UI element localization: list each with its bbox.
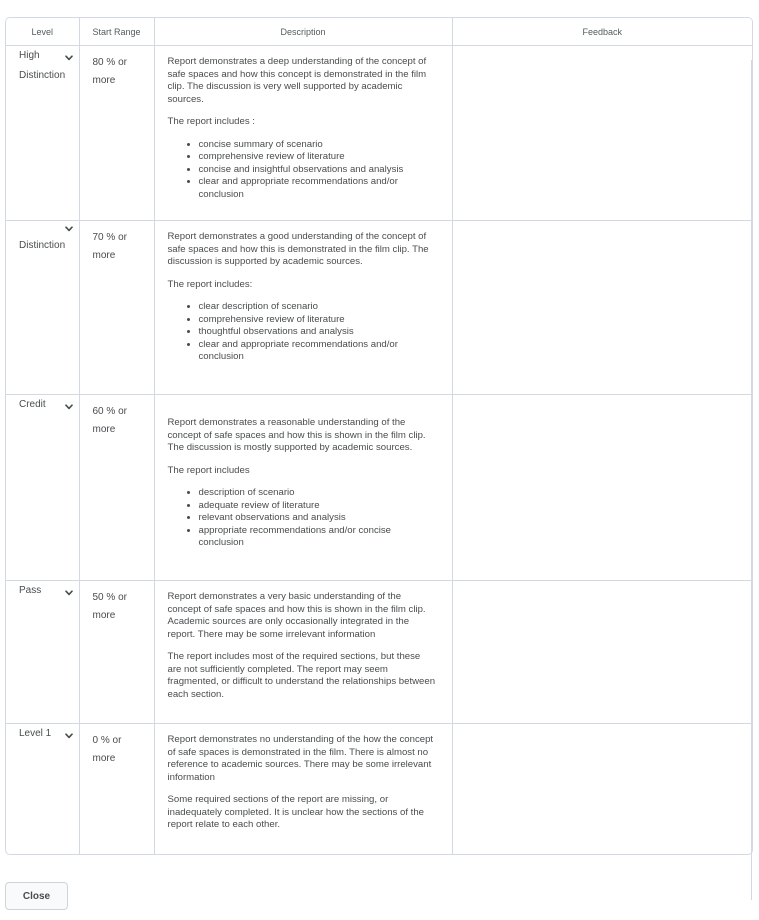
start-range-cell: [79, 395, 154, 581]
start-range-suffix: more: [92, 424, 116, 435]
feedback-cell: [452, 46, 752, 221]
chevron-down-icon[interactable]: [65, 590, 73, 596]
level-cell[interactable]: [6, 46, 79, 221]
rubric-row: [6, 221, 752, 395]
start-range-value: 80 % or: [92, 57, 127, 68]
rubric-table-container: [5, 17, 753, 855]
description-cell: [154, 724, 452, 854]
description-paragraph: Some required sections of the report are missing, or inadequately completed. It is unclear how the sections of the report relate to each other.: [167, 794, 425, 830]
description-cell: [154, 221, 452, 395]
criteria-item: • clear and appropriate recommendations and/or conclusion: [199, 176, 436, 201]
start-range-cell: [79, 724, 154, 854]
criteria-item: • clear and appropriate recommendations and/or conclusion: [199, 339, 436, 364]
start-range-cell: [79, 46, 154, 221]
feedback-cell: [452, 581, 752, 724]
description-paragraph: The report includes: [167, 464, 250, 476]
level-name: High Distinction: [19, 50, 66, 81]
start-range-value: 0 % or: [92, 735, 122, 746]
criteria-item: • concise and insightful observations and analysis: [199, 164, 436, 177]
start-range-suffix: more: [92, 75, 116, 86]
criteria-list: [168, 487, 436, 550]
criteria-list: [168, 301, 436, 364]
rubric-row: [6, 46, 752, 221]
start-range-value: 70 % or: [92, 232, 127, 243]
description-paragraph: Report demonstrates a deep understanding of the concept of safe spaces and how this concept is demonstrated in the film clip. The discussion is very well supported by academic sources.: [167, 56, 427, 105]
rubric-row: [6, 395, 752, 581]
header-row: [6, 18, 752, 46]
header-description: Description: [154, 18, 452, 46]
chevron-down-icon[interactable]: [65, 226, 73, 232]
level-name: Distinction: [19, 240, 66, 251]
rubric-table: [6, 18, 752, 854]
start-range-cell: [79, 581, 154, 724]
description-paragraph: Report demonstrates a good understanding of the concept of safe spaces and how this is demonstrated in the film clip. The discussion is supported by academic sources.: [167, 231, 429, 267]
criteria-item: • description of scenario: [199, 487, 436, 500]
rubric-row: [6, 724, 752, 854]
description-paragraph: Report demonstrates no understanding of the how the concept of safe spaces is demonstrated in the film. There is almost no reference to academic sources. There may be some irrelevant information: [167, 734, 434, 783]
description-cell: [154, 46, 452, 221]
start-range-cell: [79, 221, 154, 395]
feedback-cell: [452, 724, 752, 854]
start-range-value: 60 % or: [92, 406, 127, 417]
description-cell: [154, 395, 452, 581]
description-paragraph: The report includes:: [167, 278, 253, 290]
description-paragraph: The report includes most of the required sections, but these are not sufficiently completed. The report may seem fragmented, or difficult to understand the relationships between each section.: [167, 651, 436, 700]
level-cell[interactable]: [6, 221, 79, 395]
description-paragraph: The report includes :: [167, 116, 255, 127]
criteria-item: • adequate review of literature: [199, 500, 436, 513]
start-range-suffix: more: [92, 753, 116, 764]
criteria-item: • comprehensive review of literature: [199, 151, 436, 164]
level-cell[interactable]: [6, 581, 79, 724]
close-button[interactable]: Close: [5, 882, 68, 910]
description-paragraph: Report demonstrates a reasonable understanding of the concept of safe spaces and how this is shown in the film clip. The discussion is mostly supported by academic sources.: [167, 417, 426, 453]
chevron-down-icon[interactable]: [65, 733, 73, 739]
header-start-range: Start Range: [79, 18, 154, 46]
feedback-cell: [452, 221, 752, 395]
level-cell[interactable]: [6, 395, 79, 581]
header-feedback: Feedback: [452, 18, 752, 46]
rubric-row: [6, 581, 752, 724]
criteria-item: • relevant observations and analysis: [199, 512, 436, 525]
level-name: Level 1: [19, 728, 52, 739]
chevron-down-icon[interactable]: [65, 55, 73, 61]
header-level: Level: [6, 18, 79, 46]
start-range-suffix: more: [92, 610, 116, 621]
criteria-item: • appropriate recommendations and/or concise conclusion: [199, 525, 436, 550]
start-range-value: 50 % or: [92, 592, 127, 603]
criteria-item: • comprehensive review of literature: [199, 314, 436, 327]
chevron-down-icon[interactable]: [65, 404, 73, 410]
start-range-suffix: more: [92, 250, 116, 261]
level-cell[interactable]: [6, 724, 79, 854]
criteria-item: • concise summary of scenario: [199, 139, 436, 152]
level-name: Credit: [19, 399, 46, 410]
criteria-item: • thoughtful observations and analysis: [199, 326, 436, 339]
description-paragraph: Report demonstrates a very basic understanding of the concept of safe spaces and how this is shown in the film clip. Academic sources are only occasionally integrated in the report. There may be some irrelevant information: [167, 591, 426, 640]
feedback-cell: [452, 395, 752, 581]
description-cell: [154, 581, 452, 724]
criteria-list: [168, 139, 436, 202]
level-name: Pass: [19, 585, 42, 596]
criteria-item: • clear description of scenario: [199, 301, 436, 314]
